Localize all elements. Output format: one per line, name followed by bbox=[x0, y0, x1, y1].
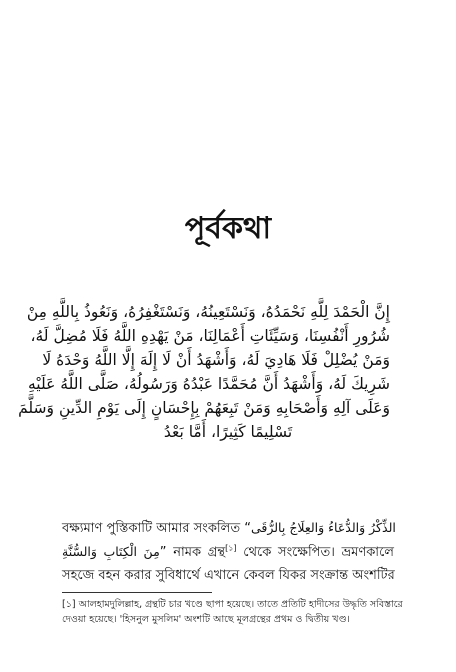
arabic-book-title: الذِّكْرُ وَالدُّعَاءُ وَالعِلَاجُ بِالرُّقَى bbox=[250, 520, 396, 535]
arabic-line: شُرُورِ أَنْفُسِنَا، وَسَيِّئَاتِ أَعْمَالِنَا، مَنْ يَهْدِهِ اللَّهُ فَلَا مُضِلَّ لَهُ، bbox=[30, 327, 390, 345]
body-text-segment: থেকে সংক্ষেপিত। ভ্রমণকালে bbox=[236, 545, 394, 560]
arabic-khutbah bbox=[18, 300, 390, 444]
body-paragraph bbox=[62, 516, 394, 588]
footnote-line: দেওয়া হয়েছে। 'হিসনুল মুসলিম' অংশটি আছে মূলগ্রন্থের প্রথম ও দ্বিতীয় খণ্ড। bbox=[62, 614, 350, 625]
chapter-title: পূর্বকথা bbox=[184, 211, 272, 246]
body-line bbox=[62, 540, 394, 564]
body-text-segment: ” নামক গ্রন্থ bbox=[159, 545, 226, 560]
arabic-line: وَمَنْ يُضْلِلْ فَلَا هَادِيَ لَهُ، وَأَشْهَدُ أَنْ لَا إِلَهَ إِلَّا اللَّهُ وَحْدَهُ لَا bbox=[42, 351, 390, 369]
body-line: সহজে বহন করার সুবিধার্থে এখানে কেবল যিকর সংক্রান্ত অংশটির bbox=[62, 568, 395, 583]
arabic-line: شَرِيكَ لَهُ، وَأَشْهَدُ أَنَّ مُحَمَّدًا عَبْدُهُ وَرَسُولُهُ، صَلَّى اللَّهُ عَلَيْهِ bbox=[28, 375, 390, 393]
body-text-segment: বক্ষ্যমাণ পুস্তিকাটি আমার সংকলিত “ bbox=[62, 521, 251, 536]
footnote-marker: [১] bbox=[225, 543, 237, 553]
arabic-book-title-continued: مِنَ الْكِتَابِ وَالسُّنَّةِ bbox=[62, 544, 160, 559]
footnote bbox=[62, 597, 403, 627]
arabic-line: إِنَّ الْحَمْدَ لِلَّهِ نَحْمَدُهُ، وَنَسْتَعِينُهُ، وَنَسْتَغْفِرُهُ، وَنَعُوذُ بِاللَّهِ مِنْ bbox=[26, 303, 390, 321]
footnote-line: [১] আলহামদুলিল্লাহ, গ্রন্থটি চার খণ্ডে ছাপা হয়েছে। তাতে প্রতিটি হাদীসের উদ্ধৃতি সবিস্তারে bbox=[62, 599, 403, 610]
arabic-line: وَعَلَى آلِهِ وَأَصْحَابِهِ وَمَنْ تَبِعَهُمْ بِإِحْسَانٍ إِلَى يَوْمِ الدِّينِ وَسَلَّمَ bbox=[18, 399, 390, 417]
footnote-divider bbox=[62, 592, 212, 593]
arabic-line: تَسْلِيمًا كَثِيرًا، أَمَّا بَعْدُ bbox=[163, 423, 293, 441]
body-line bbox=[62, 516, 394, 540]
